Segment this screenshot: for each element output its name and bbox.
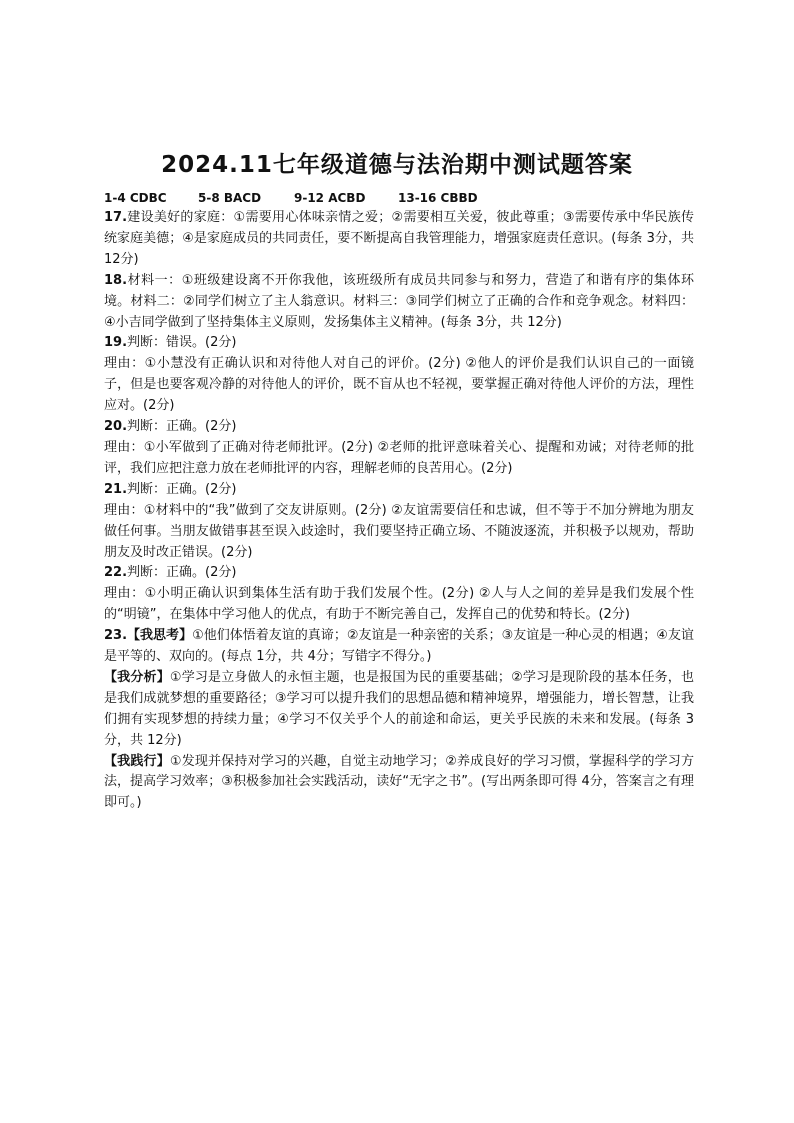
question-number: 23. <box>104 628 128 644</box>
answer-text: 建设美好的家庭：①需要用心体味亲情之爱；②需要相互关爱，彼此尊重；③需要传承中华民族传统家庭美德；④是家庭成员的共同责任，要不断提高自我管理能力，增强家庭责任意识。(每条 3分，共 12分) <box>104 210 694 267</box>
question-number: 18. <box>104 272 128 288</box>
answer-text: 材料一：①班级建设离不开你我他，该班级所有成员共同参与和努力，营造了和谐有序的集体环境。材料二：②同学们树立了主人翁意识。材料三：③同学们树立了正确的合作和竞争观念。材料四：④小吉同学做到了坚持集体主义原则，发扬集体主义精神。(每条 3分，共 12分) <box>104 272 694 330</box>
question-number: 17. <box>104 210 128 225</box>
answer-23-think <box>104 626 694 668</box>
answer-22-reason: 理由：①小明正确认识到集体生活有助于我们发展个性。(2分) ②人与人之间的差异是我们发展个性的“明镜”，在集体中学习他人的优点，有助于不断完善自己，发挥自己的优势和特长。(2分) <box>104 586 694 623</box>
answer-text: ①学习是立身做人的永恒主题，也是报国为民的重要基础；②学习是现阶段的基本任务，也是我们成就梦想的重要路径；③学习可以提升我们的思想品德和精神境界，增强能力，增长智慧，让我们拥有实现梦想的持续力量；④学习不仅关乎个人的前途和命运，更关乎民族的未来和发展。(每条 3分，共 12分) <box>104 669 694 748</box>
judgement-text: 判断：正确。(2分) <box>127 481 237 497</box>
answer-19-judgement <box>104 333 694 354</box>
answer-19-reason: 理由：①小慧没有正确认识和对待他人对自己的评价。(2分) ②他人的评价是我们认识自己的一面镜子，但是也要客观冷静的对待他人的评价，既不盲从也不轻视，要掌握正确对待他人评价的方法，理性应对。(2分) <box>104 356 694 414</box>
question-number: 22. <box>104 565 128 581</box>
choice-answer-1-4: 1-4 CDBC <box>104 191 167 205</box>
answer-17 <box>104 208 694 271</box>
answer-20-judgement <box>104 417 694 438</box>
answer-content <box>104 188 694 814</box>
answer-text: ①发现并保持对学习的兴趣，自觉主动地学习；②养成良好的学习习惯，掌握科学的学习方法，提高学习效率；③积极参加社会实践活动，读好“无字之书”。(写出两条即可得 4分，答案言之有理即可。) <box>104 753 694 811</box>
answer-23-practice <box>104 752 694 815</box>
section-label-analyze: 【我分析】 <box>104 669 170 685</box>
answer-23-analyze <box>104 668 694 752</box>
question-number: 21. <box>104 481 128 497</box>
answer-22-judgement <box>104 563 694 584</box>
section-label-think: 【我思考】 <box>127 628 193 644</box>
question-number: 20. <box>104 419 128 435</box>
judgement-text: 判断：正确。(2分) <box>127 419 237 435</box>
answer-21-judgement <box>104 480 694 501</box>
section-label-practice: 【我践行】 <box>104 753 170 769</box>
judgement-text: 判断：错误。(2分) <box>127 335 237 351</box>
answer-20-reason: 理由：①小军做到了正确对待老师批评。(2分) ②老师的批评意味着关心、提醒和劝诫；对待老师的批评，我们应把注意力放在老师批评的内容，理解老师的良苦用心。(2分) <box>104 439 694 476</box>
answer-21-reason: 理由：①材料中的“我”做到了交友讲原则。(2分) ②友谊需要信任和忠诚，但不等于不加分辨地为朋友做任何事。当朋友做错事甚至误入歧途时，我们要坚持正确立场、不随波逐流，并积极予以规劝，帮助朋友及时改正错误。(2分) <box>104 502 694 560</box>
answer-text: ①他们体悟着友谊的真谛；②友谊是一种亲密的关系；③友谊是一种心灵的相遇；④友谊是平等的、双向的。(每点 1分，共 4分；写错字不得分。) <box>104 628 694 665</box>
choice-answer-5-8: 5-8 BACD <box>198 191 262 205</box>
answer-18 <box>104 271 694 334</box>
page-title: 2024.11七年级道德与法治期中测试题答案 <box>161 152 633 178</box>
choice-answer-9-12: 9-12 ACBD <box>294 191 366 205</box>
choice-answer-13-16: 13-16 CBBD <box>398 191 478 205</box>
judgement-text: 判断：正确。(2分) <box>127 565 237 581</box>
question-number: 19. <box>104 335 128 351</box>
choice-answers-row <box>104 188 694 208</box>
